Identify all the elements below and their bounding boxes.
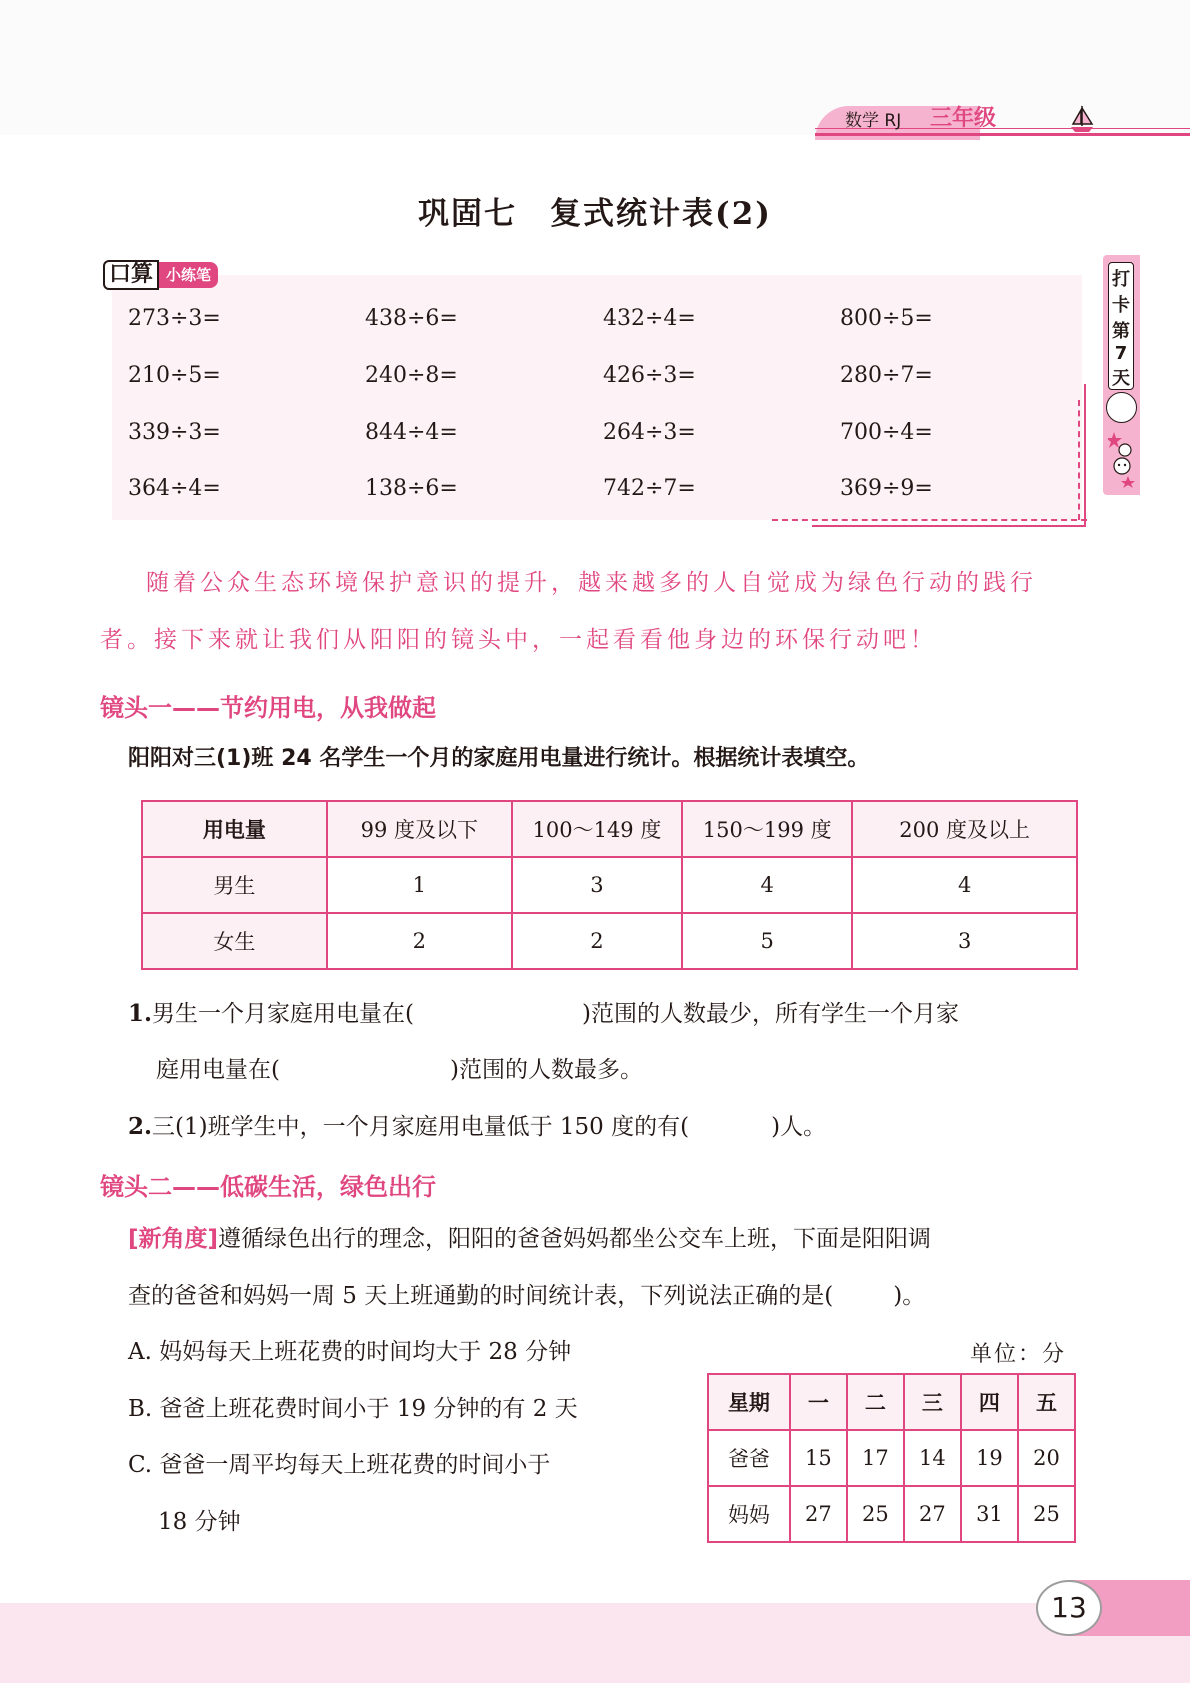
table-cell: 2 bbox=[512, 913, 682, 969]
question-1-line-2 bbox=[156, 1042, 643, 1098]
intro-line-2: 者。接下来就让我们从阳阳的镜头中，一起看看他身边的环保行动吧！ bbox=[100, 627, 937, 653]
option-c-continued: 18 分钟 bbox=[158, 1509, 241, 1535]
page-title: 巩固七 复式统计表(2) bbox=[418, 196, 772, 232]
header-subject: 数学 RJ bbox=[845, 111, 902, 131]
page-number: 13 bbox=[1036, 1580, 1102, 1636]
table-cell: 19 bbox=[961, 1430, 1018, 1486]
footer-band bbox=[0, 1603, 1190, 1683]
section2-text: 遵循绿色出行的理念，阳阳的爸爸妈妈都坐公交车上班，下面是阳阳调 bbox=[218, 1226, 932, 1252]
table-cell: 20 bbox=[1018, 1430, 1075, 1486]
row-label-mom: 妈妈 bbox=[708, 1486, 790, 1542]
table-header-cell: 用电量 bbox=[142, 801, 327, 857]
table-cell: 17 bbox=[847, 1430, 904, 1486]
header-grade: 三年级 bbox=[930, 106, 997, 131]
header-rule bbox=[815, 133, 1190, 136]
table-cell: 1 bbox=[327, 857, 512, 913]
row-label-boys: 男生 bbox=[142, 857, 327, 913]
oral-calc-sublabel: 小练笔 bbox=[159, 262, 218, 288]
oral-calc-label: 口算 bbox=[103, 260, 159, 290]
section2-line-2 bbox=[128, 1268, 925, 1324]
calc-item: 844÷4= bbox=[365, 420, 458, 445]
question-text: )范围的人数最多。 bbox=[449, 1057, 643, 1083]
table-header-row bbox=[142, 801, 1077, 857]
calc-item: 742÷7= bbox=[603, 476, 696, 501]
table-header-cell: 四 bbox=[961, 1374, 1018, 1430]
calc-box-dash-border-right bbox=[1078, 400, 1080, 520]
calc-item: 240÷8= bbox=[365, 363, 458, 388]
option-a: A. 妈妈每天上班花费的时间均大于 28 分钟 bbox=[128, 1339, 572, 1365]
calc-item: 138÷6= bbox=[365, 476, 458, 501]
table-cell: 27 bbox=[790, 1486, 847, 1542]
option-c: C. 爸爸一周平均每天上班花费的时间小于 bbox=[128, 1452, 551, 1478]
checkin-char: 打 bbox=[1112, 269, 1130, 290]
electricity-table bbox=[141, 800, 1078, 970]
question-1-line-1 bbox=[128, 986, 959, 1042]
oral-calc-tag bbox=[103, 260, 218, 290]
table-row bbox=[708, 1430, 1075, 1486]
question-text: )人。 bbox=[771, 1114, 827, 1140]
checkin-char: 天 bbox=[1112, 368, 1130, 389]
table-cell: 27 bbox=[904, 1486, 961, 1542]
commute-table bbox=[707, 1373, 1076, 1543]
row-label-dad: 爸爸 bbox=[708, 1430, 790, 1486]
question-number: 2. bbox=[128, 1113, 153, 1140]
calc-item: 339÷3= bbox=[128, 420, 221, 445]
table-header-cell: 星期 bbox=[708, 1374, 790, 1430]
table-header-cell: 二 bbox=[847, 1374, 904, 1430]
calc-box-border-right bbox=[1084, 384, 1086, 526]
table-header-cell: 100～149 度 bbox=[512, 801, 682, 857]
cartoon-stars-icon bbox=[1108, 428, 1136, 488]
calc-item: 273÷3= bbox=[128, 306, 221, 331]
table-cell: 5 bbox=[682, 913, 852, 969]
checkin-tab-label bbox=[1108, 262, 1134, 390]
table-header-cell: 99 度及以下 bbox=[327, 801, 512, 857]
intro-line-1: 随着公众生态环境保护意识的提升，越来越多的人自觉成为绿色行动的践行 bbox=[146, 570, 1037, 596]
table-row bbox=[142, 913, 1077, 969]
table-cell: 15 bbox=[790, 1430, 847, 1486]
table-cell: 14 bbox=[904, 1430, 961, 1486]
checkin-char: 第 bbox=[1112, 321, 1130, 342]
table-header-cell: 200 度及以上 bbox=[852, 801, 1077, 857]
table-cell: 31 bbox=[961, 1486, 1018, 1542]
new-angle-tag: [新角度] bbox=[128, 1226, 219, 1252]
header-band bbox=[0, 0, 1190, 135]
section2-text: 查的爸爸和妈妈一周 5 天上班通勤的时间统计表，下列说法正确的是( bbox=[128, 1283, 834, 1309]
sailboat-icon bbox=[1068, 104, 1096, 134]
table-header-cell: 三 bbox=[904, 1374, 961, 1430]
question-text: )范围的人数最少，所有学生一个月家 bbox=[582, 1001, 959, 1027]
table-row bbox=[142, 857, 1077, 913]
calc-item: 438÷6= bbox=[365, 306, 458, 331]
calc-item: 280÷7= bbox=[840, 363, 933, 388]
table-header-cell: 五 bbox=[1018, 1374, 1075, 1430]
row-label-girls: 女生 bbox=[142, 913, 327, 969]
calc-box-dash-border bbox=[772, 519, 1087, 521]
table-row bbox=[708, 1486, 1075, 1542]
calc-item: 800÷5= bbox=[840, 306, 933, 331]
question-text: 男生一个月家庭用电量在( bbox=[152, 1001, 414, 1027]
calc-item: 369÷9= bbox=[840, 476, 933, 501]
section1-heading: 镜头一——节约用电，从我做起 bbox=[100, 694, 436, 722]
table-header-cell: 150～199 度 bbox=[682, 801, 852, 857]
section2-heading: 镜头二——低碳生活，绿色出行 bbox=[100, 1173, 436, 1201]
table-header-cell: 一 bbox=[790, 1374, 847, 1430]
checkin-char: 卡 bbox=[1112, 295, 1130, 316]
calc-item: 264÷3= bbox=[603, 420, 696, 445]
checkin-circle[interactable] bbox=[1106, 392, 1137, 423]
section2-text: )。 bbox=[893, 1283, 926, 1309]
calc-item: 364÷4= bbox=[128, 476, 221, 501]
question-2 bbox=[128, 1099, 826, 1155]
table-cell: 25 bbox=[847, 1486, 904, 1542]
calc-item: 432÷4= bbox=[603, 306, 696, 331]
table-cell: 3 bbox=[852, 913, 1077, 969]
section2-line-1 bbox=[128, 1211, 931, 1267]
question-number: 1. bbox=[128, 1000, 153, 1027]
option-b: B. 爸爸上班花费时间小于 19 分钟的有 2 天 bbox=[128, 1396, 578, 1422]
calc-box-border bbox=[812, 525, 1086, 527]
checkin-char: 7 bbox=[1114, 343, 1128, 364]
table-cell: 4 bbox=[682, 857, 852, 913]
table-header-row bbox=[708, 1374, 1075, 1430]
question-text: 庭用电量在( bbox=[156, 1057, 280, 1083]
table-cell: 25 bbox=[1018, 1486, 1075, 1542]
calc-item: 210÷5= bbox=[128, 363, 221, 388]
section1-instruction: 阳阳对三(1)班 24 名学生一个月的家庭用电量进行统计。根据统计表填空。 bbox=[128, 746, 870, 771]
question-text: 三(1)班学生中，一个月家庭用电量低于 150 度的有( bbox=[152, 1114, 690, 1140]
oral-calc-box bbox=[112, 275, 1082, 520]
calc-item: 700÷4= bbox=[840, 420, 933, 445]
unit-label: 单位：分 bbox=[970, 1342, 1067, 1367]
table-cell: 4 bbox=[852, 857, 1077, 913]
table-cell: 3 bbox=[512, 857, 682, 913]
table-cell: 2 bbox=[327, 913, 512, 969]
calc-item: 426÷3= bbox=[603, 363, 696, 388]
